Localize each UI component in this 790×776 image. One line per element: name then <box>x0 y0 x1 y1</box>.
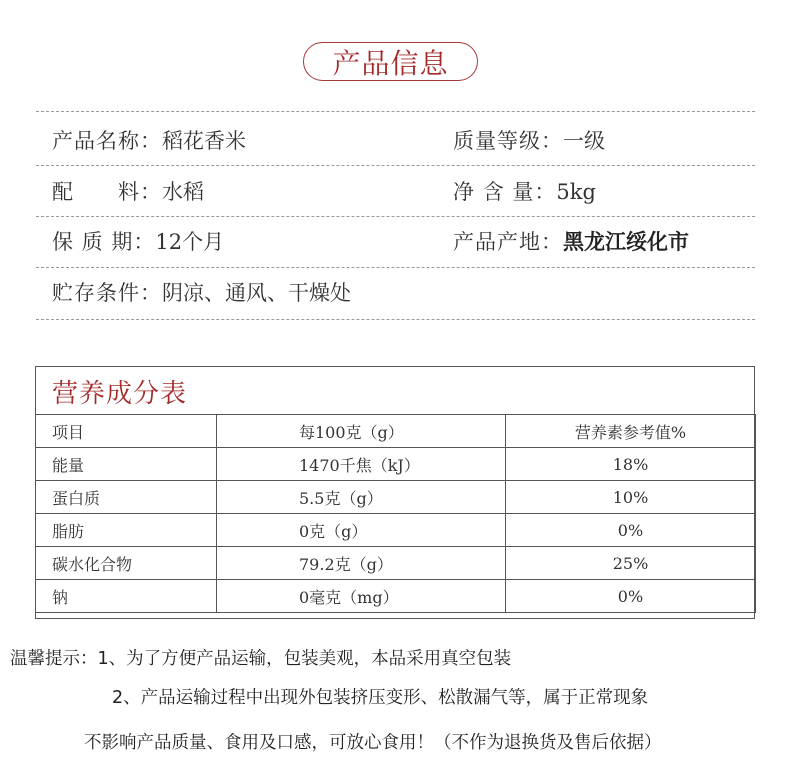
row-item: 蛋白质 <box>36 481 217 514</box>
row-nrv: 0% <box>506 580 756 613</box>
row-nrv: 0% <box>506 514 756 547</box>
row-item: 脂肪 <box>36 514 217 547</box>
divider <box>36 111 755 112</box>
row-amount: 79.2克（g） <box>217 547 506 580</box>
table-row <box>36 580 756 613</box>
info-storage-label: 贮存条件： <box>52 281 162 305</box>
row-item: 能量 <box>36 448 217 481</box>
tip-line-2: 2、产品运输过程中出现外包装挤压变形、松散漏气等，属于正常现象 <box>112 688 649 708</box>
table-row <box>36 547 756 580</box>
table-header-row <box>36 415 756 448</box>
info-net <box>453 177 596 207</box>
row-nrv: 25% <box>506 547 756 580</box>
divider <box>36 165 755 166</box>
info-origin-label: 产品产地： <box>453 230 563 254</box>
nutrition-title: 营养成分表 <box>52 379 188 409</box>
info-name <box>52 126 246 156</box>
info-grade <box>453 126 605 156</box>
nutrition-table <box>35 366 755 619</box>
row-nrv: 18% <box>506 448 756 481</box>
nutrition-grid <box>35 414 756 613</box>
info-grade-value: 一级 <box>563 129 605 153</box>
info-shelf <box>52 227 224 257</box>
divider <box>36 267 755 268</box>
info-net-label: 净 含 量： <box>453 180 557 204</box>
info-origin-value: 黑龙江绥化市 <box>563 229 689 254</box>
tip-line-3: 不影响产品质量、食用及口感，可放心食用！（不作为退换货及售后依据） <box>84 733 662 753</box>
divider <box>36 216 755 217</box>
row-amount: 1470千焦（kJ） <box>217 448 506 481</box>
header-per-100g: 每100克（g） <box>217 415 506 448</box>
header-item: 项目 <box>36 415 217 448</box>
row-amount: 0克（g） <box>217 514 506 547</box>
row-amount: 0毫克（mg） <box>217 580 506 613</box>
tip-line-1: 温馨提示：1、为了方便产品运输，包装美观，本品采用真空包装 <box>10 649 512 669</box>
info-name-label: 产品名称： <box>52 129 162 153</box>
info-storage <box>52 278 351 308</box>
divider <box>36 319 755 320</box>
info-ingredient <box>52 177 204 207</box>
info-shelf-label: 保 质 期： <box>52 230 156 254</box>
info-shelf-value: 12个月 <box>155 230 225 254</box>
row-amount: 5.5克（g） <box>217 481 506 514</box>
info-net-value: 5kg <box>556 180 596 204</box>
section-title: 产品信息 <box>303 42 478 81</box>
info-storage-value: 阴凉、通风、干燥处 <box>162 281 351 305</box>
table-row <box>36 514 756 547</box>
info-ingredient-value: 水稻 <box>162 180 204 204</box>
info-grade-label: 质量等级： <box>453 129 563 153</box>
row-item: 碳水化合物 <box>36 547 217 580</box>
row-nrv: 10% <box>506 481 756 514</box>
table-row <box>36 448 756 481</box>
table-row <box>36 481 756 514</box>
header-nrv: 营养素参考值% <box>506 415 756 448</box>
row-item: 钠 <box>36 580 217 613</box>
info-name-value: 稻花香米 <box>162 129 246 153</box>
info-origin <box>453 227 689 257</box>
info-ingredient-label: 配 料： <box>52 180 162 204</box>
